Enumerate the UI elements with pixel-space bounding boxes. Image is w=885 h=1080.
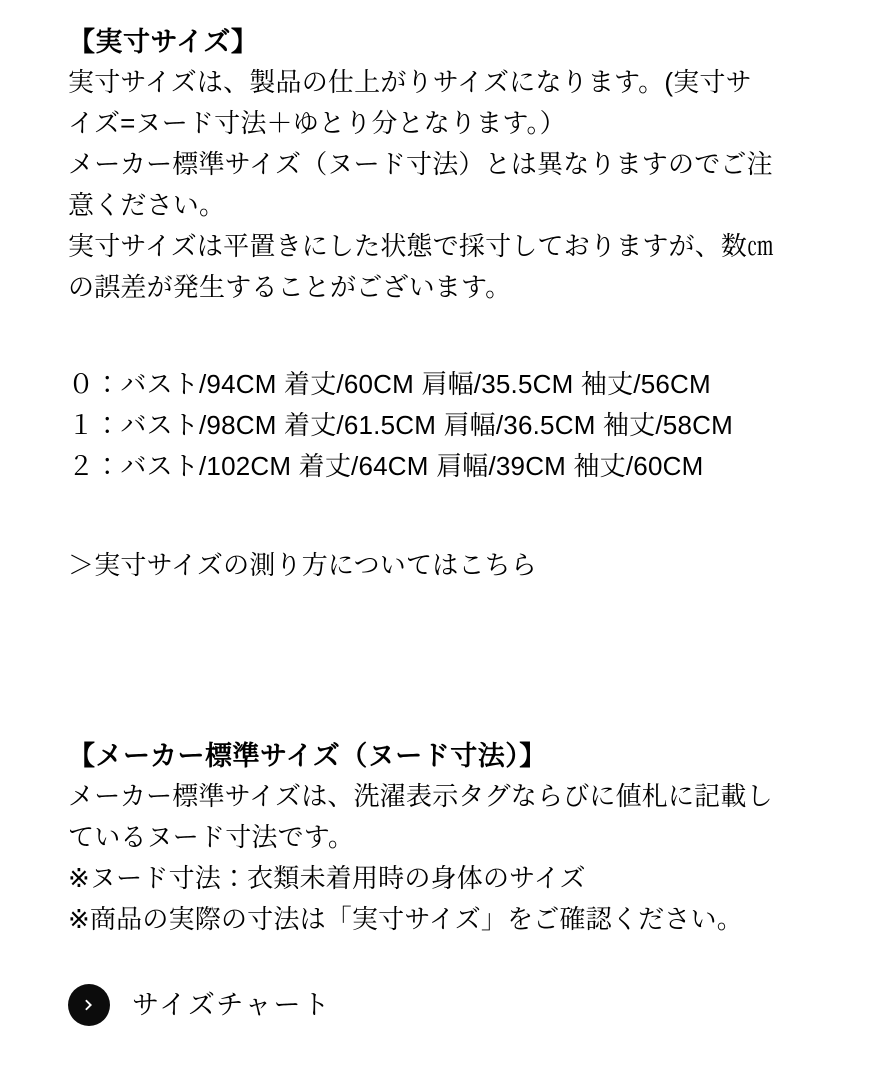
actual-size-description	[68, 62, 817, 308]
list-item: ２：バスト/102CM 着丈/64CM 肩幅/39CM 袖丈/60CM	[68, 451, 704, 481]
spacer-before-link	[68, 487, 817, 545]
list-item: ０：バスト/94CM 着丈/60CM 肩幅/35.5CM 袖丈/56CM	[68, 369, 711, 399]
maker-size-paragraph-line: ※商品の実際の寸法は「実寸サイズ」をご確認ください。	[68, 904, 743, 934]
actual-size-paragraph-line: イズ=ヌード寸法＋ゆとり分となります。）	[68, 108, 566, 138]
spacer-before-chart-link	[68, 940, 817, 984]
top-spacer	[68, 0, 817, 22]
size-chart-link[interactable]	[68, 984, 817, 1026]
maker-size-paragraph-line: ているヌード寸法です。	[68, 822, 355, 852]
measurement-guide-link[interactable]: ＞実寸サイズの測り方についてはこちら	[68, 550, 538, 580]
spacer-before-measurements	[68, 308, 817, 364]
actual-size-paragraph-line: メーカー標準サイズ（ヌード寸法）とは異なりますのでご注	[68, 149, 773, 179]
maker-size-section	[68, 736, 817, 940]
measurement-list	[68, 364, 817, 487]
size-chart-label: サイズチャート	[132, 990, 332, 1020]
maker-size-paragraph-line: メーカー標準サイズは、洗濯表示タグならびに値札に記載し	[68, 781, 773, 811]
actual-size-section	[68, 22, 817, 586]
actual-size-heading: 【実寸サイズ】	[68, 27, 259, 57]
section-gap-spacer	[68, 586, 817, 736]
actual-size-paragraph-line: の誤差が発生することがございます。	[68, 272, 512, 302]
actual-size-paragraph-line: 意ください。	[68, 190, 226, 220]
list-item: １：バスト/98CM 着丈/61.5CM 肩幅/36.5CM 袖丈/58CM	[68, 410, 733, 440]
maker-size-description	[68, 776, 817, 940]
maker-size-heading: 【メーカー標準サイズ（ヌード寸法）】	[68, 741, 547, 771]
arrow-right-circle-icon	[68, 984, 110, 1026]
actual-size-paragraph-line: 実寸サイズは、製品の仕上がりサイズになります。(実寸サ	[68, 67, 752, 97]
maker-size-paragraph-line: ※ヌード寸法：衣類未着用時の身体のサイズ	[68, 863, 586, 893]
actual-size-paragraph-line: 実寸サイズは平置きにした状態で採寸しておりますが、数㎝	[68, 231, 774, 261]
